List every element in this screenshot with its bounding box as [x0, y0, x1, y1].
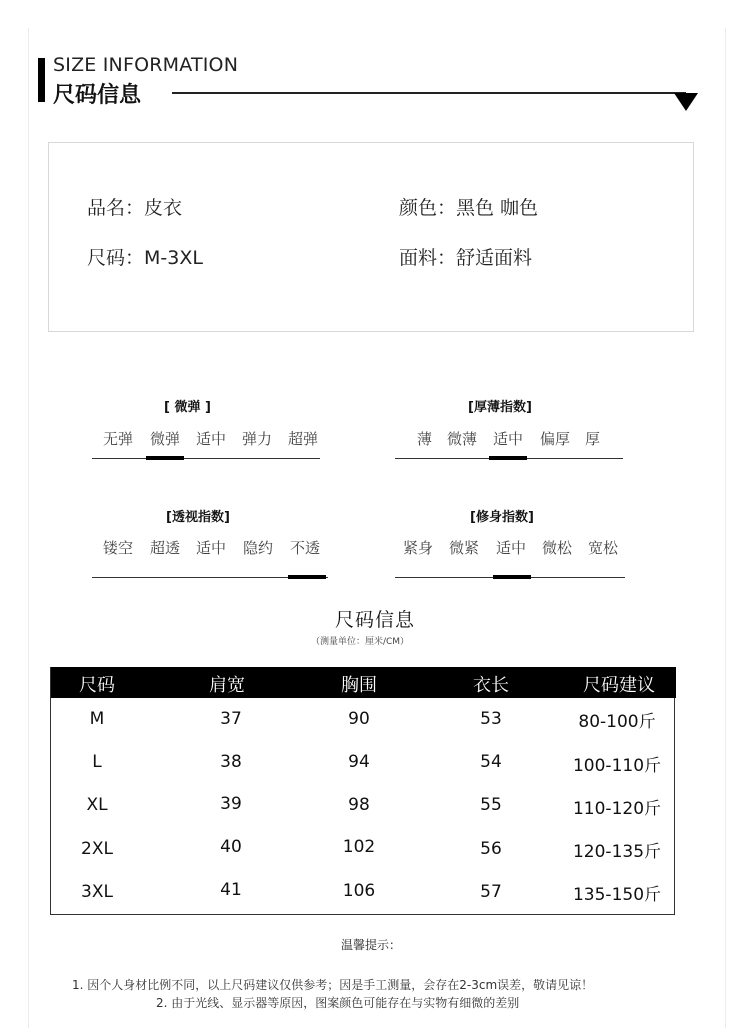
- table-cell: 90: [348, 709, 370, 729]
- index-option: 镂空: [103, 539, 134, 557]
- index-scale-line: [92, 458, 320, 459]
- table-cell: 54: [480, 752, 502, 772]
- table-cell: 98: [348, 795, 370, 815]
- table-header-cell: 尺码建议: [583, 675, 655, 696]
- index-title: [修身指数]: [470, 510, 534, 525]
- header-triangle-icon: [674, 93, 698, 111]
- index-option: 不透: [290, 539, 321, 557]
- index-option: 无弹: [103, 430, 134, 448]
- table-cell: 38: [220, 752, 242, 772]
- info-color: [399, 193, 538, 220]
- header-accent-bar: [38, 58, 45, 102]
- table-cell: 120-135斤: [572, 842, 662, 862]
- table-cell: 57: [480, 882, 502, 902]
- index-option: 微弹: [150, 430, 181, 448]
- table-cell: 55: [480, 795, 502, 815]
- table-header-cell: 尺码: [79, 675, 115, 696]
- table-cell: 94: [348, 752, 370, 772]
- table-cell: 110-120斤: [572, 799, 662, 819]
- index-option: 微紧: [449, 539, 480, 557]
- index-option: 宽松: [588, 539, 619, 557]
- index-option: 适中: [496, 539, 527, 557]
- index-selected-marker: [493, 575, 531, 579]
- info-size: [87, 243, 203, 270]
- table-cell: XL: [86, 795, 108, 815]
- tip-line-1: 1. 因个人身材比例不同，以上尺码建议仅供参考；因是手工测量，会存在2-3cm误差，敬请见谅！: [72, 978, 594, 992]
- index-title: [厚薄指数]: [468, 400, 532, 415]
- size-table-unit: （测量单位：厘米/CM）: [310, 637, 410, 647]
- index-title: [透视指数]: [166, 510, 230, 525]
- index-option: 薄: [417, 430, 433, 448]
- product-info-box: [48, 142, 694, 332]
- index-option: 弹力: [242, 430, 273, 448]
- index-selected-marker: [489, 456, 527, 460]
- index-option: 适中: [196, 430, 227, 448]
- table-cell: 106: [342, 881, 376, 901]
- table-cell: 102: [342, 837, 376, 857]
- info-fabric: [399, 243, 532, 270]
- info-name: [87, 193, 182, 220]
- table-header-row: [51, 667, 676, 698]
- info-name-value: 皮衣: [144, 197, 183, 219]
- tips-title: 温馨提示：: [340, 938, 401, 952]
- table-cell: M: [89, 709, 105, 729]
- table-header-cell: 胸围: [341, 675, 377, 696]
- index-option: 超透: [150, 539, 181, 557]
- info-fabric-label: 面料：: [399, 247, 457, 269]
- index-selected-marker: [146, 456, 184, 460]
- index-option: 隐约: [243, 539, 274, 557]
- size-table: [50, 667, 675, 915]
- index-option: 适中: [196, 539, 227, 557]
- table-cell: 80-100斤: [578, 712, 656, 732]
- table-cell: 100-110斤: [572, 756, 662, 776]
- table-cell: 2XL: [81, 839, 113, 859]
- size-table-title: 尺码信息: [334, 609, 415, 631]
- index-option: 紧身: [403, 539, 434, 557]
- header-title-en: SIZE INFORMATION: [53, 54, 239, 76]
- info-color-value: 黑色 咖色: [456, 197, 539, 219]
- index-option: 厚: [585, 430, 601, 448]
- table-cell: L: [92, 752, 102, 772]
- table-cell: 40: [220, 837, 242, 857]
- table-cell: 53: [480, 709, 502, 729]
- table-header-cell: 衣长: [473, 675, 509, 696]
- index-option: 微薄: [447, 430, 478, 448]
- index-option: 偏厚: [540, 430, 571, 448]
- table-cell: 135-150斤: [572, 885, 662, 905]
- index-title: [ 微弹 ]: [164, 400, 211, 415]
- table-cell: 3XL: [81, 882, 113, 902]
- table-header-cell: 肩宽: [209, 675, 245, 696]
- info-color-label: 颜色：: [399, 197, 457, 219]
- table-cell: 37: [220, 709, 242, 729]
- index-option: 微松: [542, 539, 573, 557]
- header-title-cn: 尺码信息: [53, 83, 142, 108]
- table-cell: 41: [220, 880, 242, 900]
- header-divider: [172, 92, 686, 94]
- info-size-value: M-3XL: [144, 247, 203, 269]
- table-cell: 56: [480, 839, 502, 859]
- info-name-label: 品名：: [87, 197, 145, 219]
- index-selected-marker: [288, 575, 326, 579]
- index-option: 适中: [493, 430, 524, 448]
- index-option: 超弹: [288, 430, 319, 448]
- table-cell: 39: [220, 794, 242, 814]
- tip-line-2: 2. 由于光线、显示器等原因，图案颜色可能存在与实物有细微的差别: [156, 996, 520, 1010]
- info-fabric-value: 舒适面料: [456, 247, 533, 269]
- info-size-label: 尺码：: [87, 247, 145, 269]
